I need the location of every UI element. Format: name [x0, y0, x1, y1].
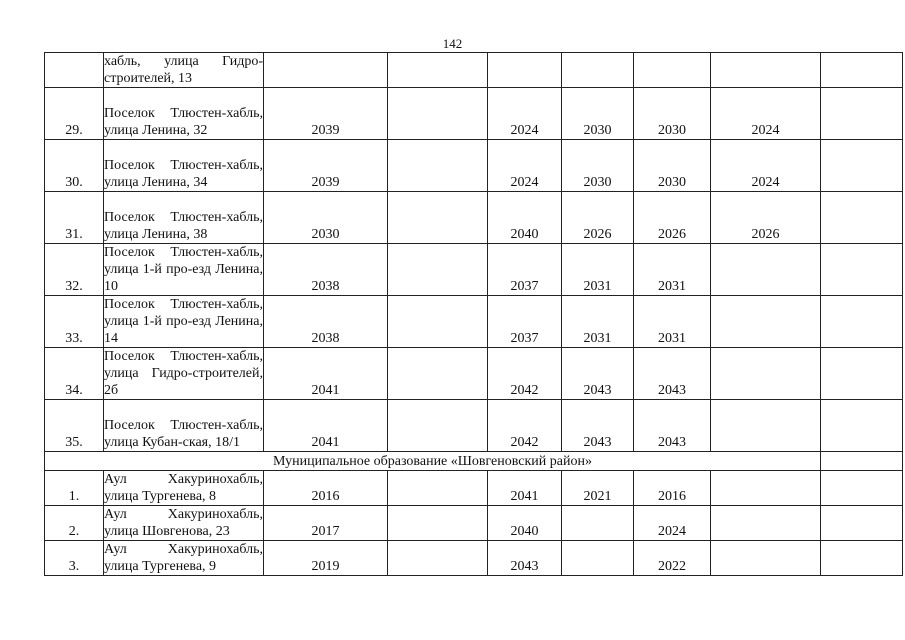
value-cell [562, 53, 634, 88]
value-cell: 2024 [711, 140, 821, 192]
value-cell: 2030 [634, 140, 711, 192]
table-row [45, 471, 903, 506]
row-number-cell [45, 53, 104, 88]
value-cell: 2043 [488, 541, 562, 576]
value-cell [388, 296, 488, 348]
row-number-cell: 35. [45, 400, 104, 452]
value-cell: 2043 [562, 400, 634, 452]
value-cell [711, 471, 821, 506]
value-cell [388, 506, 488, 541]
value-cell: 2016 [264, 471, 388, 506]
value-cell [821, 88, 903, 140]
row-number-cell: 33. [45, 296, 104, 348]
value-cell: 2024 [711, 88, 821, 140]
table-row [45, 53, 903, 88]
table-row [45, 400, 903, 452]
value-cell [821, 471, 903, 506]
value-cell: 2043 [562, 348, 634, 400]
value-cell [821, 53, 903, 88]
value-cell: 2026 [711, 192, 821, 244]
value-cell [388, 348, 488, 400]
value-cell: 2024 [488, 88, 562, 140]
value-cell: 2039 [264, 88, 388, 140]
value-cell [562, 506, 634, 541]
address-cell: Поселок Тлюстен-хабль, улица Ленина, 38 [104, 192, 264, 244]
row-number-cell: 31. [45, 192, 104, 244]
value-cell [388, 192, 488, 244]
value-cell: 2021 [562, 471, 634, 506]
value-cell [388, 541, 488, 576]
row-number-cell: 1. [45, 471, 104, 506]
value-cell: 2030 [562, 88, 634, 140]
value-cell [388, 244, 488, 296]
table-row [45, 506, 903, 541]
value-cell: 2022 [634, 541, 711, 576]
value-cell: 2031 [562, 296, 634, 348]
value-cell: 2043 [634, 348, 711, 400]
value-cell [388, 471, 488, 506]
value-cell: 2040 [488, 192, 562, 244]
value-cell: 2038 [264, 244, 388, 296]
value-cell: 2024 [634, 506, 711, 541]
value-cell: 2031 [634, 296, 711, 348]
address-cell: Поселок Тлюстен-хабль, улица Кубан-ская, 18/1 [104, 400, 264, 452]
table-row [45, 88, 903, 140]
value-cell [711, 348, 821, 400]
value-cell: 2042 [488, 400, 562, 452]
address-cell: Аул Хакуринохабль, улица Тургенева, 8 [104, 472, 263, 504]
value-cell [562, 541, 634, 576]
row-number-cell: 30. [45, 140, 104, 192]
value-cell: 2037 [488, 244, 562, 296]
value-cell: 2039 [264, 140, 388, 192]
row-number-cell: 29. [45, 88, 104, 140]
value-cell [634, 53, 711, 88]
value-cell [388, 400, 488, 452]
value-cell [821, 452, 903, 471]
value-cell [821, 400, 903, 452]
value-cell: 2037 [488, 296, 562, 348]
value-cell: 2043 [634, 400, 711, 452]
table-body [45, 53, 903, 576]
value-cell [821, 506, 903, 541]
value-cell [711, 400, 821, 452]
value-cell [711, 506, 821, 541]
section-row [45, 452, 903, 471]
value-cell [711, 53, 821, 88]
value-cell [711, 541, 821, 576]
value-cell: 2026 [562, 192, 634, 244]
row-number-cell: 2. [45, 506, 104, 541]
table-row [45, 541, 903, 576]
table-row [45, 348, 903, 400]
table-row [45, 140, 903, 192]
value-cell: 2041 [264, 400, 388, 452]
value-cell: 2041 [264, 348, 388, 400]
value-cell: 2040 [488, 506, 562, 541]
table-row [45, 192, 903, 244]
table-row [45, 296, 903, 348]
row-number-cell: 32. [45, 244, 104, 296]
value-cell: 2042 [488, 348, 562, 400]
value-cell: 2016 [634, 471, 711, 506]
page-number: 142 [442, 36, 463, 51]
address-cell: Поселок Тлюстен-хабль, улица Гидро-строителей, 2б [104, 349, 263, 398]
value-cell [821, 244, 903, 296]
value-cell [821, 192, 903, 244]
value-cell [388, 88, 488, 140]
address-cell: Поселок Тлюстен-хабль, улица 1-й про-езд Ленина, 14 [104, 297, 263, 346]
table-row [45, 244, 903, 296]
value-cell: 2038 [264, 296, 388, 348]
value-cell: 2031 [562, 244, 634, 296]
value-cell [821, 296, 903, 348]
address-cell: Аул Хакуринохабль, улица Шовгенова, 23 [104, 507, 263, 539]
housing-schedule-table [44, 52, 903, 576]
value-cell [264, 53, 388, 88]
value-cell [821, 140, 903, 192]
value-cell: 2031 [634, 244, 711, 296]
value-cell [388, 140, 488, 192]
address-cell: Поселок Тлюстен-хабль, улица Ленина, 32 [104, 88, 264, 140]
value-cell: 2019 [264, 541, 388, 576]
address-cell: Поселок Тлюстен-хабль, улица 1-й про-езд Ленина, 10 [104, 245, 263, 294]
address-cell: хабль, улица Гидро-строителей, 13 [104, 54, 263, 86]
value-cell: 2041 [488, 471, 562, 506]
value-cell [821, 348, 903, 400]
address-cell: Аул Хакуринохабль, улица Тургенева, 9 [104, 542, 263, 574]
value-cell [711, 296, 821, 348]
address-cell: Поселок Тлюстен-хабль, улица Ленина, 34 [104, 140, 264, 192]
value-cell [488, 53, 562, 88]
value-cell: 2030 [562, 140, 634, 192]
value-cell: 2024 [488, 140, 562, 192]
value-cell: 2026 [634, 192, 711, 244]
value-cell: 2030 [264, 192, 388, 244]
row-number-cell: 34. [45, 348, 104, 400]
section-title: Муниципальное образование «Шовгеновский район» [45, 452, 821, 471]
value-cell [711, 244, 821, 296]
value-cell [821, 541, 903, 576]
value-cell: 2017 [264, 506, 388, 541]
value-cell [388, 53, 488, 88]
row-number-cell: 3. [45, 541, 104, 576]
value-cell: 2030 [634, 88, 711, 140]
